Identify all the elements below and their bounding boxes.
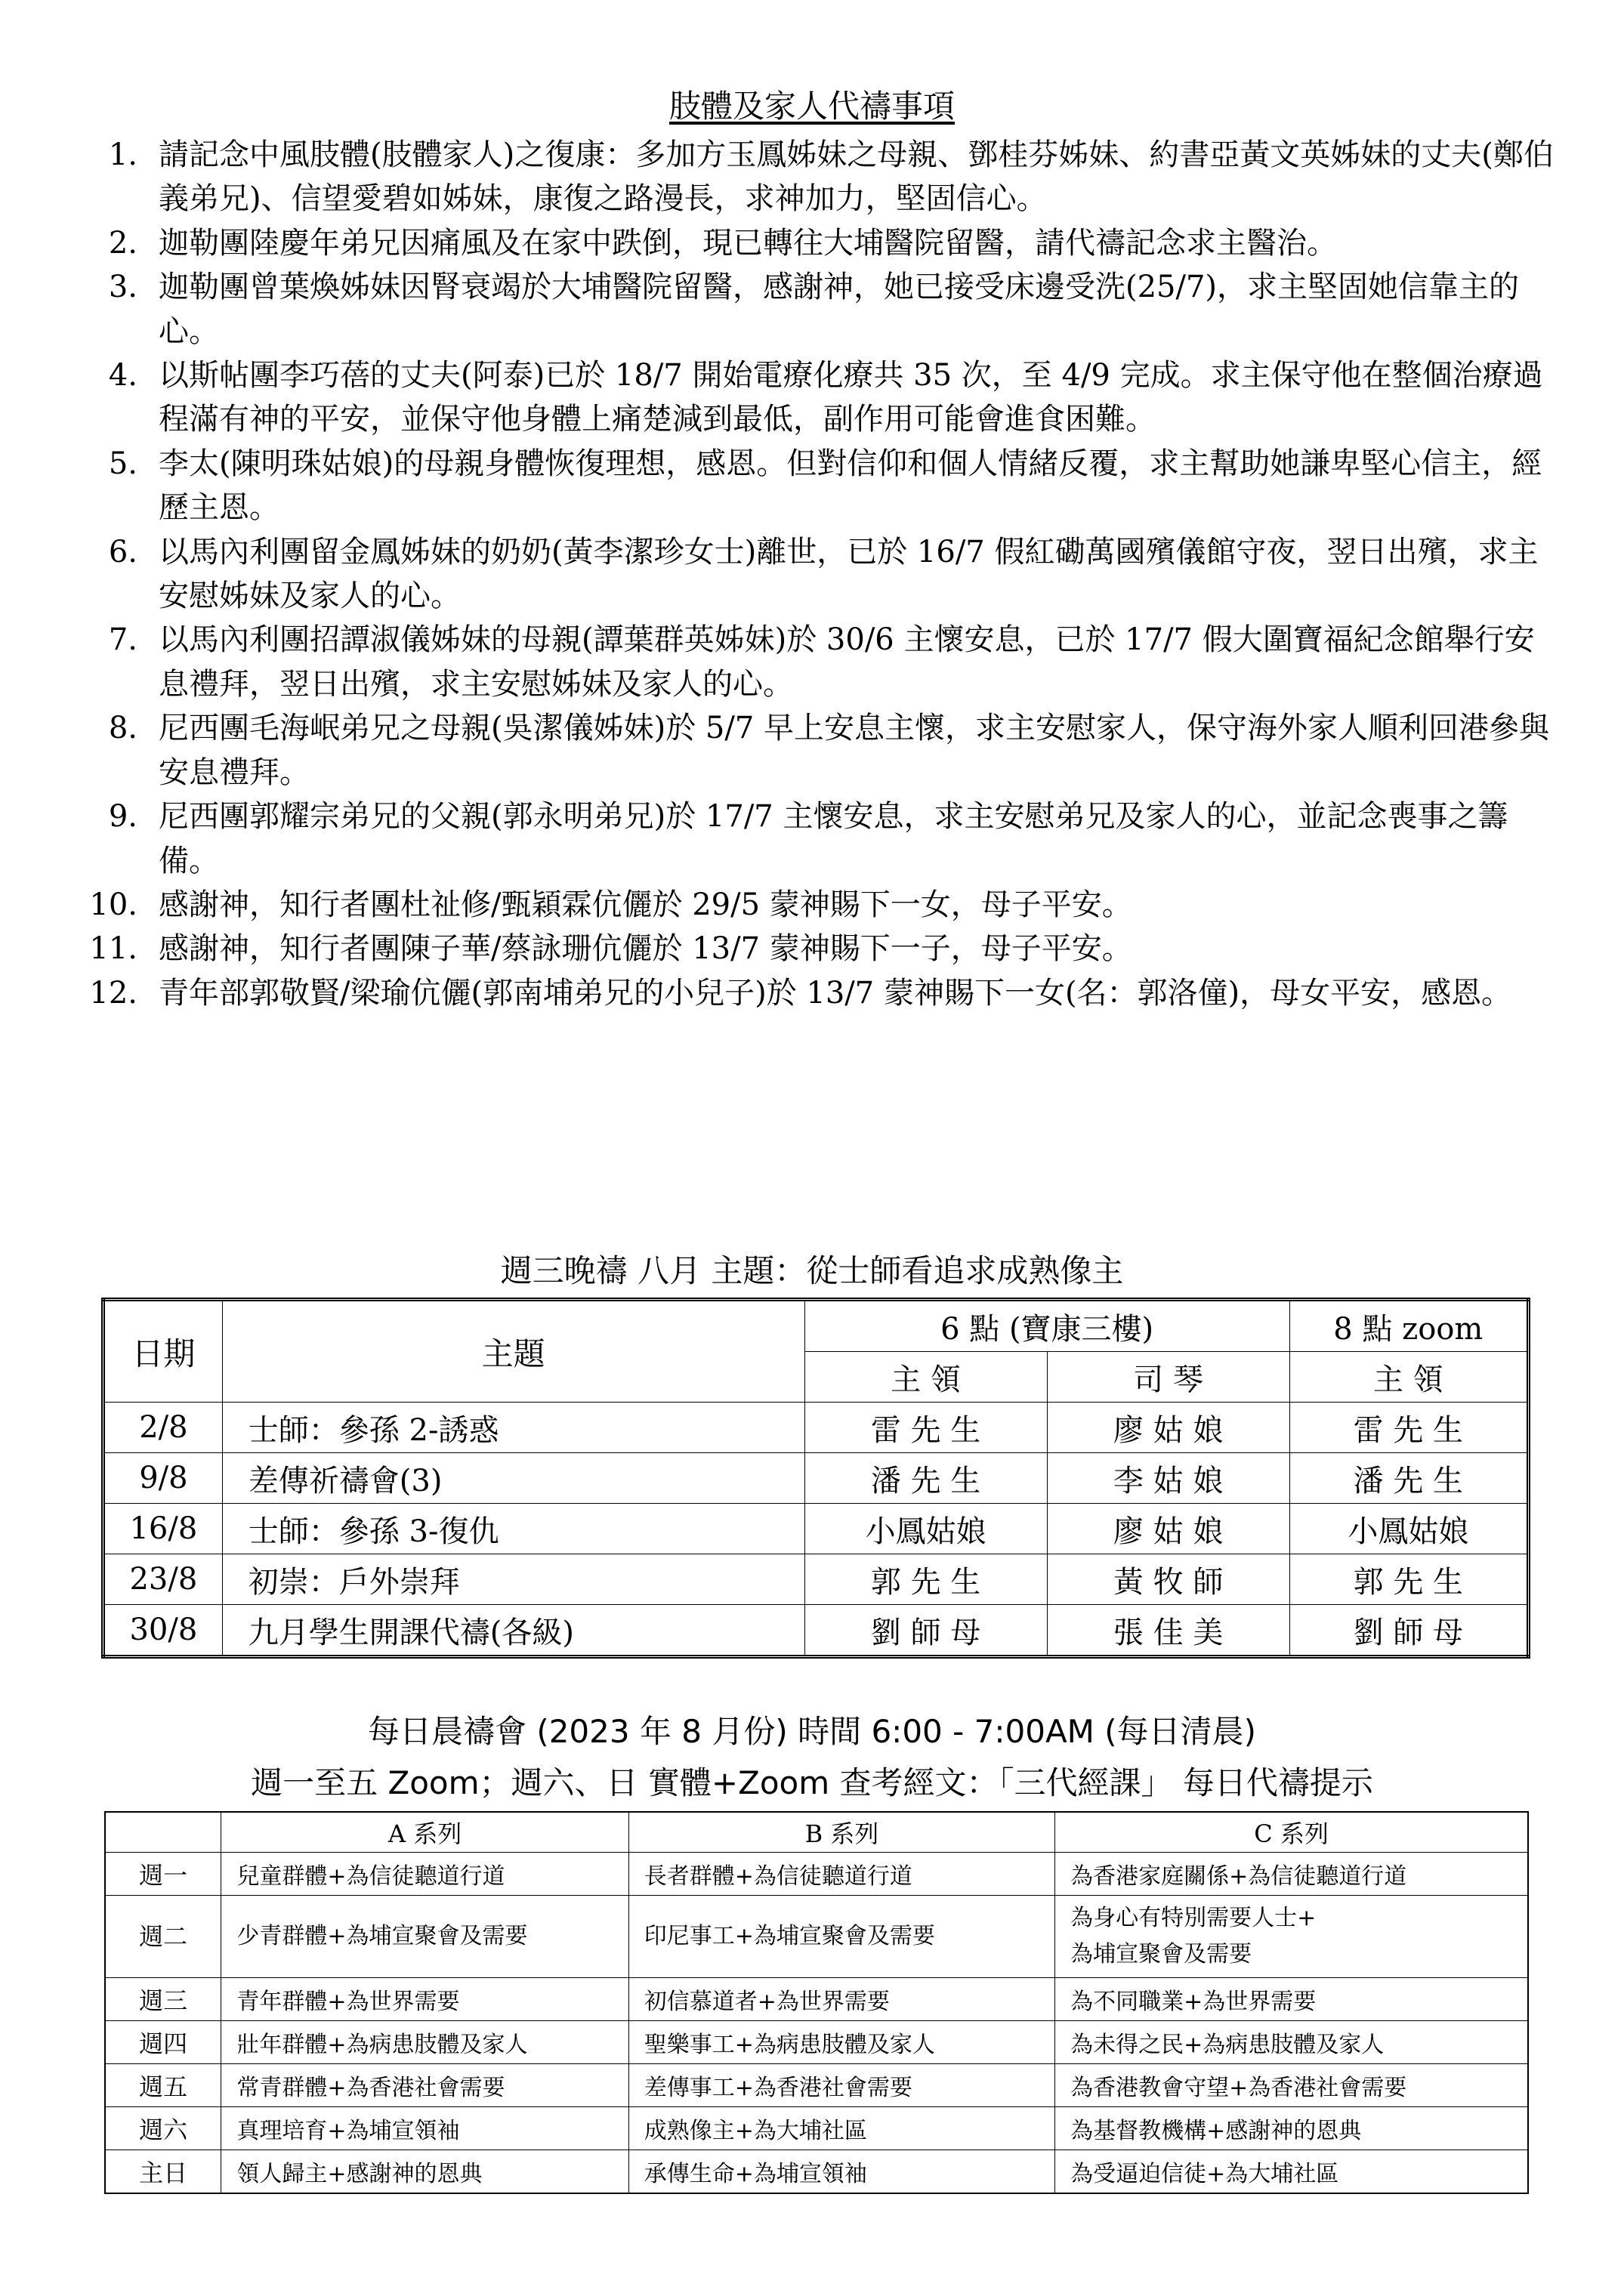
row-series-b: 印尼事工+為埔宣聚會及需要: [628, 1896, 1054, 1978]
row-leader-6: 潘 先 生: [804, 1453, 1047, 1504]
row-topic: 差傳祈禱會(3): [222, 1453, 804, 1504]
prayer-item: 7. 以馬內利團招譚淑儀姊妹的母親(譚葉群英姊妹)於 30/6 主懷安息，已於 17/7 假大圍寶福紀念館舉行安息禮拜，翌日出殯，求主安慰姊妹及家人的心。: [108, 622, 1535, 702]
row-day: 週一: [105, 1853, 221, 1896]
table-row: [105, 2021, 1528, 2064]
row-pianist: 廖 姑 娘: [1047, 1403, 1289, 1453]
table-row: [103, 1453, 1529, 1504]
row-series-c: [1055, 1896, 1528, 1978]
prayer-item: 8. 尼西團毛海岷弟兄之母親(吳潔儀姊妹)於 5/7 早上安息主懷，求主安慰家人，保守海外家人順利回港參與安息禮拜。: [108, 711, 1550, 790]
row-date: 23/8: [103, 1554, 223, 1605]
prayer-item: 4. 以斯帖團李巧蓓的丈夫(阿泰)已於 18/7 開始電療化療共 35 次，至 4/9 完成。求主保守他在整個治療過程滿有神的平安，並保守他身體上痛楚減到最低，副作用可能會進食困難。: [108, 358, 1543, 437]
table-row: [105, 1896, 1528, 1978]
row-pianist: 廖 姑 娘: [1047, 1504, 1289, 1554]
row-series-c: 為受逼迫信徒+為大埔社區: [1055, 2150, 1528, 2194]
prayer-item: 12. 青年部郭敬賢/梁瑜伉儷(郭南埔弟兄的小兒子)於 13/7 蒙神賜下一女(名：郭洛僮)，母女平安，感恩。: [89, 975, 1512, 1011]
header-series-a: A 系列: [221, 1812, 628, 1853]
prayer-item: 9. 尼西團郭耀宗弟兄的父親(郭永明弟兄)於 17/7 主懷安息，求主安慰弟兄及家人的心，並記念喪事之籌備。: [108, 799, 1508, 878]
header-day: [105, 1812, 221, 1853]
row-series-c: 為香港教會守望+為香港社會需要: [1055, 2064, 1528, 2107]
row-date: 16/8: [103, 1504, 223, 1554]
row-topic: 初崇：戶外崇拜: [222, 1554, 804, 1605]
row-series-a: 常青群體+為香港社會需要: [221, 2064, 628, 2107]
row-leader-6: 郭 先 生: [804, 1554, 1047, 1605]
row-series-b: 成熟像主+為大埔社區: [628, 2107, 1054, 2150]
prayer-item: 3. 迦勒團曾葉煥姊妹因腎衰竭於大埔醫院留醫，感謝神，她已接受床邊受洗(25/7)，求主堅固她信靠主的心。: [108, 270, 1520, 349]
prayer-item: 10. 感謝神，知行者團杜祉修/甄穎霖伉儷於 29/5 蒙神賜下一女，母子平安。: [89, 887, 1132, 922]
table-row: [103, 1605, 1529, 1657]
header-eight-oclock: 8 點 zoom: [1289, 1300, 1528, 1352]
prayer-section-title: 肢體及家人代禱事項: [668, 88, 955, 125]
row-pianist: 黃 牧 師: [1047, 1554, 1289, 1605]
header-pianist: 司 琴: [1047, 1352, 1289, 1403]
daily-prayer-title: 每日晨禱會 (2023 年 8 月份) 時間 6:00 - 7:00AM (每日清晨): [367, 1713, 1257, 1750]
row-day: 週六: [105, 2107, 221, 2150]
row-series-c: 為不同職業+為世界需要: [1055, 1978, 1528, 2021]
row-leader-6: 雷 先 生: [804, 1403, 1047, 1453]
row-series-a: 青年群體+為世界需要: [221, 1978, 628, 2021]
row-date: 9/8: [103, 1453, 223, 1504]
prayer-item: 6. 以馬內利團留金鳳姊妹的奶奶(黃李潔珍女士)離世，已於 16/7 假紅磡萬國殯儀館守夜，翌日出殯，求主安慰姊妹及家人的心。: [108, 534, 1539, 614]
prayer-item: 5. 李太(陳明珠姑娘)的母親身體恢復理想，感恩。但對信仰和個人情緒反覆，求主幫助她謙卑堅心信主，經歷主恩。: [108, 446, 1542, 526]
prayer-item: 2. 迦勒團陸慶年弟兄因痛風及在家中跌倒，現已轉往大埔醫院留醫，請代禱記念求主醫治。: [108, 225, 1337, 261]
row-series-a: 壯年群體+為病患肢體及家人: [221, 2021, 628, 2064]
header-topic: 主題: [222, 1300, 804, 1403]
row-series-c: 為未得之民+為病患肢體及家人: [1055, 2021, 1528, 2064]
table-row: [105, 1978, 1528, 2021]
table-row: [103, 1504, 1529, 1554]
row-day: 週二: [105, 1896, 221, 1978]
row-day: 週五: [105, 2064, 221, 2107]
row-date: 2/8: [103, 1403, 223, 1453]
table-row: [105, 2107, 1528, 2150]
row-day: 週三: [105, 1978, 221, 2021]
row-leader-8: 郭 先 生: [1289, 1554, 1528, 1605]
row-leader-8: 潘 先 生: [1289, 1453, 1528, 1504]
series-c-line-2: 為埔宣聚會及需要: [1070, 1941, 1252, 1967]
row-series-b: 承傳生命+為埔宣領袖: [628, 2150, 1054, 2194]
prayer-list: [76, 133, 1556, 1015]
prayer-item: 1. 請記念中風肢體(肢體家人)之復康：多加方玉鳳姊妹之母親、鄧桂芬姊妹、約書亞黃文英姊妹的丈夫(鄭伯義弟兄)、信望愛碧如姊妹，康復之路漫長，求神加力，堅固信心。: [108, 137, 1554, 217]
row-topic: 士師：參孫 2-誘惑: [222, 1403, 804, 1453]
row-series-a: 兒童群體+為信徒聽道行道: [221, 1853, 628, 1896]
row-series-c: 為香港家庭關係+為信徒聽道行道: [1055, 1853, 1528, 1896]
row-date: 30/8: [103, 1605, 223, 1657]
row-leader-8: 劉 師 母: [1289, 1605, 1528, 1657]
table-row: [105, 2064, 1528, 2107]
wed-prayer-table: [101, 1298, 1530, 1659]
row-pianist: 張 佳 美: [1047, 1605, 1289, 1657]
header-series-b: B 系列: [628, 1812, 1054, 1853]
daily-prayer-table: [104, 1811, 1529, 2194]
row-series-c: 為基督教機構+感謝神的恩典: [1055, 2107, 1528, 2150]
row-leader-6: 劉 師 母: [804, 1605, 1047, 1657]
row-topic: 九月學生開課代禱(各級): [222, 1605, 804, 1657]
wed-prayer-title: 週三晚禱 八月 主題：從士師看追求成熟像主: [500, 1252, 1124, 1289]
row-pianist: 李 姑 娘: [1047, 1453, 1289, 1504]
row-leader-8: 雷 先 生: [1289, 1403, 1528, 1453]
row-topic: 士師：參孫 3-復仇: [222, 1504, 804, 1554]
row-series-a: 領人歸主+感謝神的恩典: [221, 2150, 628, 2194]
table-row: [103, 1554, 1529, 1605]
row-series-a: 真理培育+為埔宣領袖: [221, 2107, 628, 2150]
header-date: 日期: [103, 1300, 223, 1403]
row-day: 主日: [105, 2150, 221, 2194]
row-leader-6: 小鳳姑娘: [804, 1504, 1047, 1554]
row-series-b: 初信慕道者+為世界需要: [628, 1978, 1054, 2021]
row-leader-8: 小鳳姑娘: [1289, 1504, 1528, 1554]
header-six-oclock: 6 點 (寶康三樓): [804, 1300, 1289, 1352]
series-c-line-1: 為身心有特別需要人士+: [1070, 1905, 1317, 1931]
table-row: [103, 1403, 1529, 1453]
daily-prayer-subtitle: 週一至五 Zoom；週六、日 實體+Zoom 查考經文：「三代經課」 每日代禱提示: [251, 1764, 1373, 1801]
header-series-c: C 系列: [1055, 1812, 1528, 1853]
row-series-a: 少青群體+為埔宣聚會及需要: [221, 1896, 628, 1978]
row-series-b: 聖樂事工+為病患肢體及家人: [628, 2021, 1054, 2064]
header-leader-6: 主 領: [804, 1352, 1047, 1403]
row-day: 週四: [105, 2021, 221, 2064]
table-row: [105, 2150, 1528, 2194]
row-series-b: 長者群體+為信徒聽道行道: [628, 1853, 1054, 1896]
row-series-b: 差傳事工+為香港社會需要: [628, 2064, 1054, 2107]
header-leader-8: 主 領: [1289, 1352, 1528, 1403]
prayer-item: 11. 感謝神，知行者團陳子華/蔡詠珊伉儷於 13/7 蒙神賜下一子，母子平安。: [89, 931, 1132, 967]
table-row: [105, 1853, 1528, 1896]
